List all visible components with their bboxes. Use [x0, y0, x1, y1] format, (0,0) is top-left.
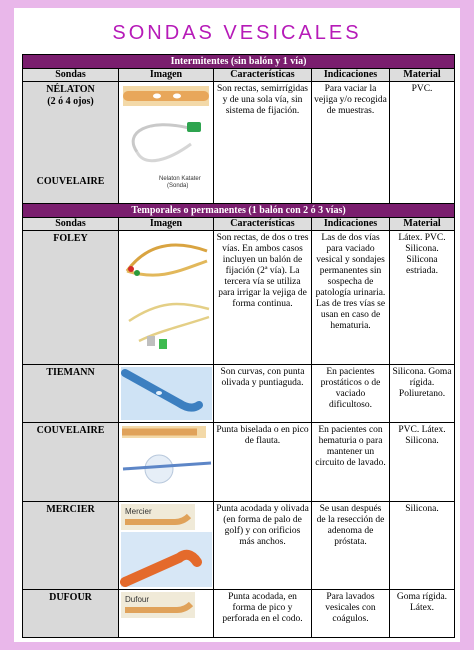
- svg-text:(Sonda): (Sonda): [167, 183, 189, 189]
- indications-cell: En pacientes con hematuria o para mantener un circuito de lavado.: [312, 423, 390, 501]
- catheter-name: FOLEY: [23, 231, 119, 364]
- indications-cell: Las de dos vías para vaciado vesical y sondajes permanentes sin sospecha de patología urinaria. Las de tres vías se usan en caso de hematuria.: [312, 231, 390, 364]
- header-sondas: Sondas: [23, 218, 119, 230]
- dufour-catheter-image: [119, 590, 214, 636]
- indications-cell: Para lavados vesicales con coágulos.: [312, 590, 390, 637]
- catheter-image-cell: [119, 502, 214, 589]
- catheter-name: COUVELAIRE: [36, 176, 105, 187]
- header-caracteristicas: Características: [214, 69, 312, 81]
- header-material: Material: [403, 218, 441, 229]
- catheter-name: NÉLATON: [46, 84, 95, 95]
- tiemann-catheter-image: [119, 365, 214, 422]
- features-cell: Punta acodada y olivada (en forma de palo de golf) y con orificios más anchos.: [214, 502, 312, 589]
- catheter-name-cell: [23, 82, 119, 203]
- header-indicaciones: Indicaciones: [312, 69, 390, 81]
- catheter-image-cell: [119, 590, 214, 637]
- table-header: [23, 69, 454, 82]
- foley-catheter-image: [119, 231, 214, 364]
- mercier-catheter-image: [119, 502, 214, 589]
- couvelaire-catheter-image: [119, 423, 214, 501]
- section-bar-intermittent: Intermitentes (sin balón y 1 vía): [23, 55, 454, 69]
- header-indicaciones: Indicaciones: [312, 218, 390, 230]
- image-caption: Nelaton Katater: [159, 176, 201, 182]
- catheter-name-note: (2 ó 4 ojos): [47, 96, 94, 107]
- table-row: [23, 365, 454, 423]
- material-cell: PVC. Látex. Silicona.: [398, 425, 446, 446]
- catheter-image-cell: [119, 365, 214, 422]
- features-cell: Son curvas, con punta olivada y puntiaguda.: [214, 365, 312, 422]
- page-title: SONDAS VESICALES: [112, 22, 362, 44]
- indications-cell: Para vaciar la vejiga y/o recogida de muestras.: [312, 82, 390, 203]
- features-cell: Punta biselada o en pico de flauta.: [214, 423, 312, 501]
- catheter-table: [22, 54, 455, 638]
- table-row: [23, 231, 454, 365]
- table-header: [23, 218, 454, 231]
- catheter-image-cell: [119, 423, 214, 501]
- material-cell: Silicona.: [405, 504, 439, 514]
- catheter-image-cell: [119, 231, 214, 364]
- indications-cell: En pacientes prostáticos o de vaciado dificultoso.: [312, 365, 390, 422]
- material-cell: Látex. PVC. Silicona. Silicona estriada.: [398, 233, 446, 276]
- material-cell: Silicona. Goma rígida. Poliuretano.: [392, 367, 452, 399]
- header-imagen: Imagen: [119, 69, 214, 81]
- material-cell: Goma rígida. Látex.: [396, 592, 448, 613]
- table-row: [23, 590, 454, 637]
- section-bar-permanent: Temporales o permanentes (1 balón con 2 ó 3 vías): [23, 204, 454, 218]
- catheter-name: DUFOUR: [23, 590, 119, 637]
- features-cell: Son rectas, semirrígidas y de una sola vía, sin sistema de fijación.: [214, 82, 312, 203]
- indications-cell: Se usan después de la resección de adenoma de próstata.: [312, 502, 390, 589]
- features-cell: Punta acodada, en forma de pico y perforada en el codo.: [214, 590, 312, 637]
- header-sondas: Sondas: [23, 69, 119, 81]
- header-caracteristicas: Características: [214, 218, 312, 230]
- table-row: [23, 82, 454, 204]
- catheter-name: MERCIER: [23, 502, 119, 589]
- catheter-name: TIEMANN: [23, 365, 119, 422]
- image-label: Dufour: [125, 595, 150, 604]
- nelaton-catheter-image: [119, 82, 214, 203]
- material-cell: PVC.: [411, 84, 433, 94]
- table-row: [23, 423, 454, 502]
- document-page: [14, 8, 460, 642]
- header-material: Material: [403, 69, 441, 80]
- image-label: Mercier: [125, 507, 152, 516]
- catheter-image-cell: [119, 82, 214, 203]
- catheter-name: COUVELAIRE: [23, 423, 119, 501]
- table-row: [23, 502, 454, 590]
- features-cell: Son rectas, de dos o tres vías. En ambos casos incluyen un balón de fijación (2ª vía). La tercera vía se utiliza para irrigar la vejiga de forma continua.: [214, 231, 312, 364]
- header-imagen: Imagen: [119, 218, 214, 230]
